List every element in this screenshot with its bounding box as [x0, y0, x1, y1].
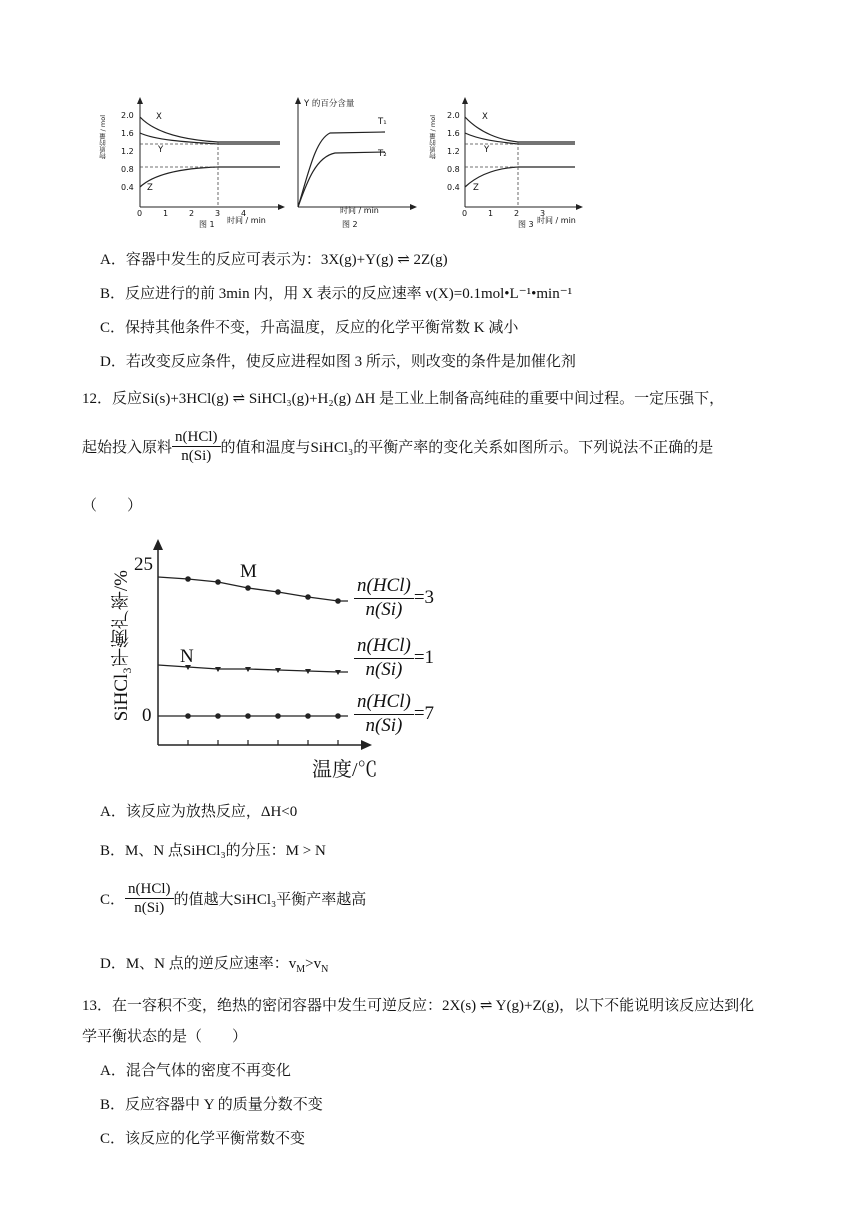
q11-option-c: C．保持其他条件不变，升高温度，反应的化学平衡常数 K 减小 — [100, 320, 519, 336]
q12-chart — [100, 535, 480, 785]
curve-label-1 — [354, 635, 434, 682]
subscript-m: M — [296, 964, 306, 975]
curve-label-num: n(HCl) — [354, 691, 414, 715]
figure-3-xlabel: 时间 / min — [537, 216, 576, 225]
figure-3-ytick: 1.6 — [447, 129, 460, 138]
q13-option-b: B．反应容器中 Y 的质量分数不变 — [100, 1097, 323, 1113]
figure-1 — [95, 95, 285, 230]
q12-option-b: B．M、N 点SiHCl₃的分压：M > N — [100, 843, 326, 859]
q12-point-n: N — [180, 646, 194, 667]
curve-label-num: n(HCl) — [354, 635, 414, 659]
subscript-n: N — [321, 964, 329, 975]
q12-ratio-fraction — [172, 428, 221, 465]
q12-stem-pre: 起始投入原料 — [82, 440, 173, 456]
figure-1-xtick: 0 — [137, 209, 143, 218]
figure-3-xtick: 3 — [540, 209, 546, 218]
q12-stem-line2 — [82, 428, 713, 465]
curve-label-value: =1 — [413, 647, 435, 669]
q12-stem-line1: 12．反应Si(s)+3HCl(g) ⇌ SiHCl₃(g)+H₂(g) ΔH 是工业上制备高纯硅的重要中间过程。一定压强下， — [82, 391, 725, 407]
curve-label-den: n(Si) — [365, 598, 403, 620]
q12-option-d-text: D．M、N 点的逆反应速率：v — [100, 956, 297, 972]
q13-option-a: A．混合气体的密度不再变化 — [100, 1063, 291, 1079]
q13-stem-line2: 学平衡状态的是（ ） — [82, 1029, 248, 1045]
figure-3-xtick: 2 — [514, 209, 520, 218]
curve-label-value: =3 — [413, 587, 435, 609]
figure-3-ytick: 0.4 — [447, 183, 460, 192]
figure-1-xtick: 4 — [241, 209, 247, 218]
fraction-numerator: n(HCl) — [172, 428, 221, 447]
q12-chart-ytick-25: 25 — [134, 554, 153, 575]
series-x-label: X — [156, 112, 162, 122]
curve-label-den: n(Si) — [365, 658, 403, 680]
figure-3 — [425, 95, 585, 230]
figure-1-xlabel: 时间 / min — [227, 216, 266, 225]
figure-1-ytick: 1.6 — [121, 129, 134, 138]
figure-3-xtick: 0 — [462, 209, 468, 218]
curve-label-7 — [354, 691, 434, 738]
fraction-denominator: n(Si) — [134, 900, 165, 916]
q11-option-a: A．容器中发生的反应可表示为：3X(g)+Y(g) ⇌ 2Z(g) — [100, 252, 448, 268]
figure-2-caption: 图 2 — [342, 220, 358, 229]
series-z-label: Z — [147, 183, 153, 193]
figure-3-caption: 图 3 — [518, 220, 534, 229]
q12-point-m: M — [240, 561, 257, 582]
curve-label-3 — [354, 575, 434, 622]
figure-1-xtick: 3 — [215, 209, 221, 218]
series-t2-label: T₂ — [378, 149, 387, 159]
q12-option-c — [100, 880, 366, 917]
series-x-label: X — [482, 112, 488, 122]
figure-3-ylabel: 物质的量 / mol — [429, 115, 437, 160]
q12-option-c-prefix: C． — [100, 892, 126, 908]
figure-1-xtick: 2 — [189, 209, 195, 218]
series-y-label: Y — [158, 145, 164, 155]
figure-2-xlabel: 时间 / min — [340, 206, 379, 215]
q12-option-c-text: 的值越大SiHCl₃平衡产率越高 — [173, 892, 367, 908]
figure-2-ylabel: Y 的百分含量 — [304, 99, 355, 109]
q12-chart-ytick-0: 0 — [142, 705, 152, 726]
figure-1-ytick: 0.8 — [121, 165, 134, 174]
figure-1-ytick: 0.4 — [121, 183, 134, 192]
q12-option-a: A．该反应为放热反应，ΔH<0 — [100, 804, 298, 820]
fraction-denominator: n(Si) — [181, 448, 212, 464]
q13-option-c: C．该反应的化学平衡常数不变 — [100, 1131, 306, 1147]
figure-1-ylabel: 物质的量 / mol — [99, 115, 107, 160]
q12-chart-xlabel: 温度/℃ — [312, 759, 378, 781]
curve-label-num: n(HCl) — [354, 575, 414, 599]
series-y-label: Y — [484, 145, 490, 155]
q12-chart-ylabel: SiHCl₃平衡产率/% — [111, 570, 132, 722]
figure-1-ytick: 1.2 — [121, 147, 134, 156]
figure-1-caption: 图 1 — [199, 220, 215, 229]
q13-stem-line1: 13．在一容积不变，绝热的密闭容器中发生可逆反应：2X(s) ⇌ Y(g)+Z(g)，以下不能说明该反应达到化 — [82, 998, 755, 1014]
curve-label-value: =7 — [413, 703, 435, 725]
q12-option-d-mid: >v — [305, 956, 322, 972]
figure-3-ytick: 2.0 — [447, 111, 460, 120]
curve-label-den: n(Si) — [365, 714, 403, 736]
series-z-label: Z — [473, 183, 479, 193]
figure-3-ytick: 1.2 — [447, 147, 460, 156]
figure-2 — [290, 95, 420, 230]
figure-3-xtick: 1 — [488, 209, 494, 218]
q11-option-d: D．若改变反应条件，使反应进程如图 3 所示，则改变的条件是加催化剂 — [100, 354, 576, 370]
figure-1-xtick: 1 — [163, 209, 169, 218]
q12-stem-post: 的值和温度与SiHCl₃的平衡产率的变化关系如图所示。下列说法不正确的是 — [220, 440, 714, 456]
q12-option-c-fraction — [125, 880, 174, 917]
q12-answer-paren: （ ） — [82, 498, 143, 514]
q11-option-b: B．反应进行的前 3min 内，用 X 表示的反应速率 v(X)=0.1mol•L⁻¹•min⁻¹ — [100, 286, 573, 302]
q12-option-d — [100, 952, 328, 975]
series-t1-label: T₁ — [378, 117, 387, 127]
fraction-numerator: n(HCl) — [125, 880, 174, 899]
figure-3-ytick: 0.8 — [447, 165, 460, 174]
figure-1-ytick: 2.0 — [121, 111, 134, 120]
